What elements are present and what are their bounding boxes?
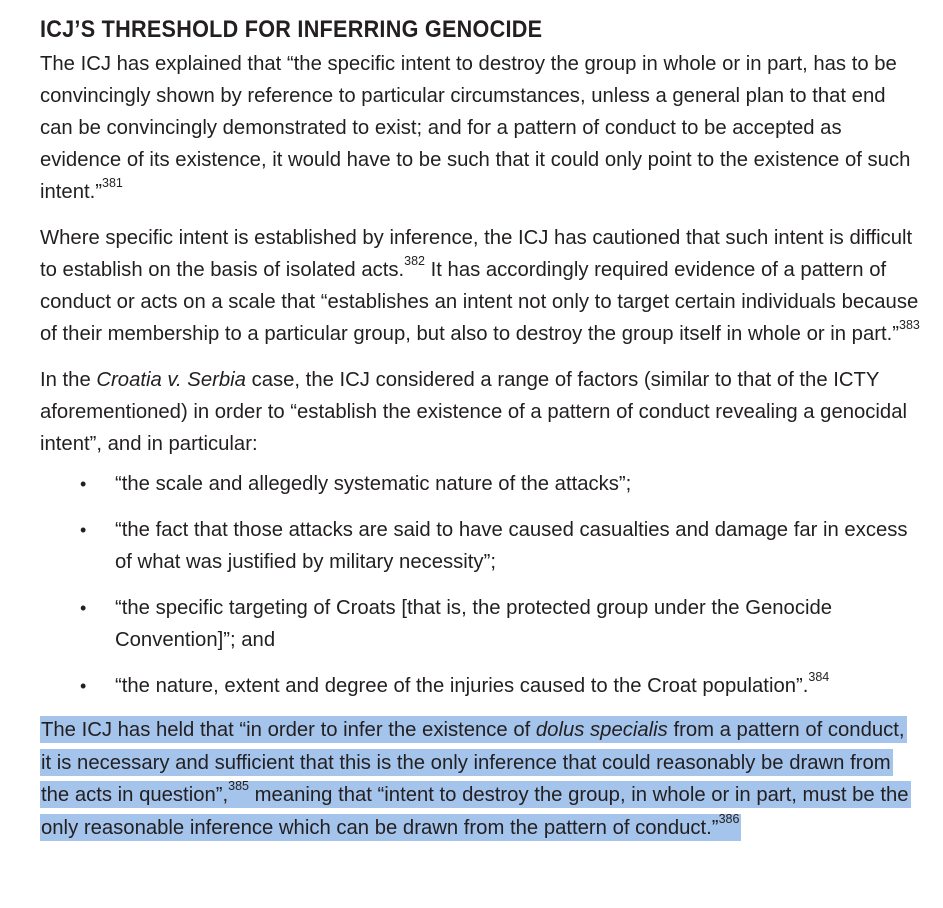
paragraph-text: The ICJ has explained that “the specific intent to destroy the group in whole or in part, has to be convincingly shown by reference to particular circumstances, unless a general plan to that end can be convincingly demonstrated to exist; and for a pattern of conduct to be accepted as evidence of its existence, it would have to be such that it could only point to the existence of such intent.” [40,53,911,203]
list-item [40,592,920,656]
list-item [40,514,920,578]
bullet-icon: • [80,520,87,540]
footnote-ref-382[interactable]: 382 [404,254,426,269]
footnote-ref-381[interactable]: 381 [102,176,123,191]
footnote-ref-386[interactable]: 386 [718,811,740,826]
case-name: Croatia v. Serbia [96,369,246,391]
paragraph-text: case, the ICJ considered a range of factors (similar to that of the ICTY aforementioned) in order to “establish the existence of a pattern of conduct revealing a genocidal intent”, and in particular: [40,369,907,455]
list-item-text: “the fact that those attacks are said to have caused casualties and damage far in excess of what was justified by military necessity”; [115,519,908,573]
latin-term: dolus specialis [535,719,668,741]
document-page [40,14,920,844]
list-item-text: “the nature, extent and degree of the injuries caused to the Croat population”. [115,675,809,697]
highlighted-selection[interactable] [40,716,911,841]
paragraph-dolus-specialis[interactable] [40,714,920,844]
section-heading: ICJ’S THRESHOLD FOR INFERRING GENOCIDE [40,16,543,43]
bullet-icon: • [80,474,87,494]
bullet-icon: • [80,598,87,618]
list-item [40,468,920,500]
paragraph-text: Where specific intent is established by inference, the ICJ has cautioned that such intent is difficult to establish on the basis of isolated acts. [40,227,913,281]
list-item-text: “the specific targeting of Croats [that is, the protected group under the Genocide Convention]”; and [115,597,833,651]
list-item [40,670,920,702]
paragraph-croatia-v-serbia [40,364,920,460]
factor-list [40,468,920,702]
list-item-text: “the scale and allegedly systematic nature of the attacks”; [115,473,632,495]
paragraph-text: It has accordingly required evidence of a pattern of conduct or acts on a scale that “establishes an intent not only to target certain individuals because of their membership to a particular group, but also to destroy the group itself in whole or in part.” [40,259,919,345]
paragraph-text: meaning that “intent to destroy the group, in whole or in part, must be the only reasonable inference which can be drawn from the pattern of conduct.” [41,784,909,839]
paragraph-text: from a pattern of conduct, it is necessary and sufficient that this is the only inference that could reasonably be drawn from the acts in question”, [41,719,905,806]
footnote-ref-384[interactable]: 384 [808,670,830,685]
paragraph-icj-explanation [40,48,920,208]
paragraph-text: In the [40,369,97,391]
paragraph-specific-intent [40,222,920,350]
footnote-ref-385[interactable]: 385 [228,779,250,794]
paragraph-text: The ICJ has held that “in order to infer the existence of [41,719,536,741]
bullet-icon: • [80,676,87,696]
footnote-ref-383[interactable]: 383 [899,318,920,333]
